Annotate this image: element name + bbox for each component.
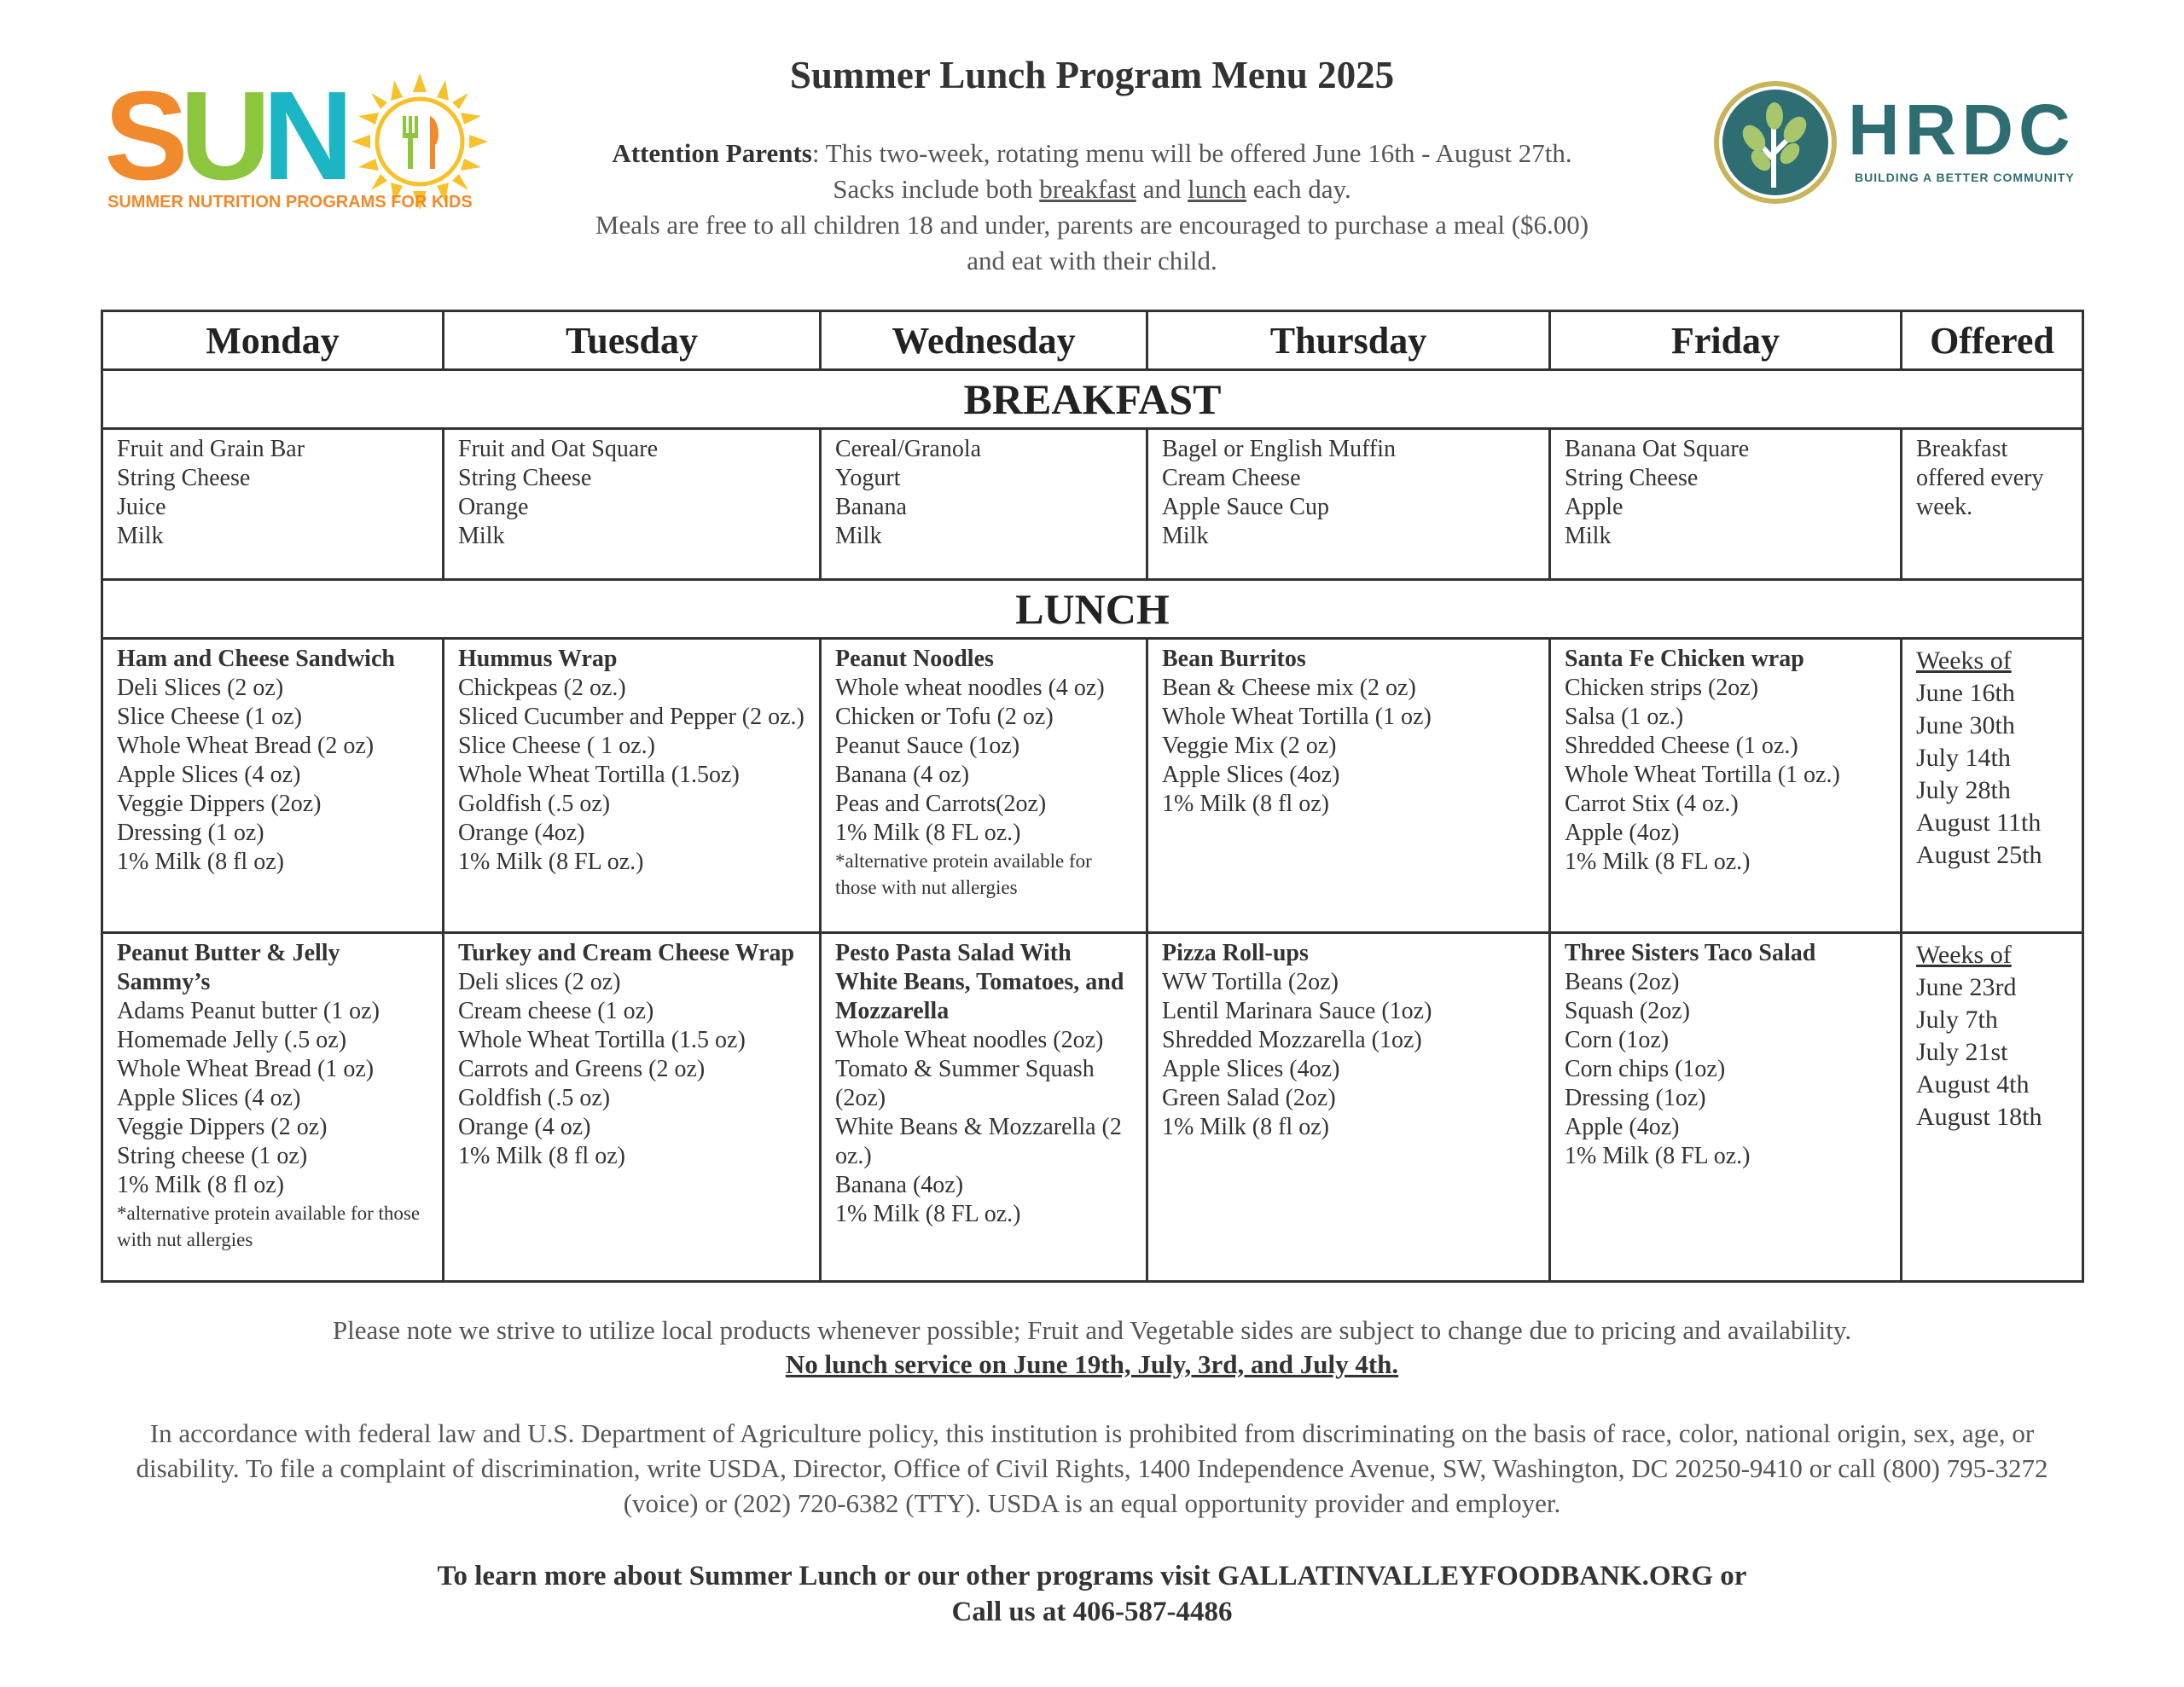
menu-item: Banana (4oz) (835, 1172, 964, 1198)
lunch-week1-row (102, 639, 2083, 933)
menu-item: Milk (117, 523, 164, 549)
menu-item: 1% Milk (8 FL oz.) (835, 1201, 1021, 1227)
lunch-cell (1147, 639, 1550, 933)
meals-line-2: and eat with their child. (967, 246, 1217, 275)
menu-item: White Beans & Mozzarella (2 oz.) (835, 1114, 1122, 1169)
lunch-section-label: LUNCH (102, 580, 2083, 639)
menu-item: Peanut Sauce (1oz) (835, 733, 1020, 759)
meal-title: Peanut Noodles (835, 646, 994, 672)
menu-item: Apple Slices (4 oz) (117, 762, 301, 788)
meal-title: Hummus Wrap (458, 646, 618, 672)
breakfast-offered-text: Breakfast offered every week. (1916, 436, 2044, 520)
week-date: June 30th (1916, 711, 2015, 739)
menu-table (101, 310, 2084, 1283)
menu-item: 1% Milk (8 fl oz) (117, 1172, 284, 1198)
menu-item: Deli slices (2 oz) (458, 969, 621, 995)
breakfast-cell (821, 429, 1147, 580)
week-date: July 7th (1916, 1006, 1998, 1034)
menu-item: Squash (2oz) (1565, 998, 1690, 1024)
sacks-breakfast: breakfast (1039, 174, 1136, 204)
menu-item: Shredded Cheese (1 oz.) (1565, 733, 1798, 759)
menu-item: Apple Slices (4oz) (1162, 762, 1340, 788)
usda-nondiscrimination-statement: In accordance with federal law and U.S. Department of Agriculture policy, this institution is prohibited from discriminating on the basis of race, color, national origin, sex, age, or disability. To file a complaint of discrimination, write USDA, Director, Office of Civil Rights, 1400 Independence Avenue, SW, Washington, DC 20250-9410 or call (800) 795-3272 (voice) or (202) 720-6382 (TTY). USDA is an equal opportunity provider and employer. (136, 1418, 2048, 1518)
lunch-cell (1147, 933, 1550, 1282)
no-lunch-notice: No lunch service on June 19th, July, 3rd, and July 4th. (785, 1349, 1399, 1379)
menu-item: Milk (1565, 523, 1612, 549)
menu-item: 1% Milk (8 FL oz.) (1565, 1143, 1751, 1169)
menu-item: Tomato & Summer Squash (2oz) (835, 1056, 1095, 1111)
menu-item: Chicken or Tofu (2 oz) (835, 704, 1054, 730)
menu-item: Orange (4oz) (458, 820, 585, 846)
week-date: June 16th (1916, 679, 2015, 707)
sacks-and: and (1136, 174, 1188, 204)
week-date: July 28th (1916, 776, 2011, 804)
meal-title: Ham and Cheese Sandwich (117, 646, 395, 672)
weeks-of-label: Weeks of (1916, 941, 2012, 969)
lunch-cell (444, 639, 821, 933)
hrdc-tagline: BUILDING A BETTER COMMUNITY (1855, 171, 2075, 184)
menu-item: Beans (2oz) (1565, 969, 1680, 995)
meal-title: Bean Burritos (1162, 646, 1306, 672)
menu-item: Veggie Dippers (2 oz) (117, 1114, 328, 1140)
phone-line: Call us at 406-587-4486 (951, 1597, 1233, 1627)
menu-item: Orange (458, 494, 529, 520)
meal-title: Three Sisters Taco Salad (1565, 940, 1816, 966)
menu-item: Veggie Mix (2 oz) (1162, 733, 1337, 759)
week-date: July 21st (1916, 1038, 2008, 1066)
meal-title: Pizza Roll-ups (1162, 940, 1309, 966)
menu-item: 1% Milk (8 fl oz) (117, 849, 284, 875)
menu-item: 1% Milk (8 FL oz.) (458, 849, 644, 875)
menu-item: Lentil Marinara Sauce (1oz) (1162, 998, 1432, 1024)
week-date: July 14th (1916, 744, 2011, 772)
lunch-cell (102, 639, 444, 933)
weeks-offered-cell (1902, 639, 2083, 933)
day-header-thursday: Thursday (1147, 311, 1550, 370)
week-date: August 18th (1916, 1103, 2042, 1131)
menu-item: String Cheese (1565, 465, 1699, 491)
sun-tagline: SUMMER NUTRITION PROGRAMS FOR KIDS (107, 193, 473, 212)
menu-item: Salsa (1 oz.) (1565, 704, 1684, 730)
meal-title: Santa Fe Chicken wrap (1565, 646, 1804, 672)
meal-title: Pesto Pasta Salad With White Beans, Tomatoes, and Mozzarella (835, 940, 1124, 1024)
menu-item: Banana (4 oz) (835, 762, 970, 788)
menu-item: WW Tortilla (2oz) (1162, 969, 1339, 995)
lunch-section-row (102, 580, 2083, 639)
lunch-cell (1550, 639, 1902, 933)
menu-item: Apple (1565, 494, 1623, 520)
menu-item: 1% Milk (8 fl oz) (1162, 1114, 1329, 1140)
allergy-note: *alternative protein available for those with nut allergies (835, 850, 1092, 898)
day-header-wednesday: Wednesday (821, 311, 1147, 370)
menu-item: Shredded Mozzarella (1oz) (1162, 1027, 1422, 1053)
attention-label: Attention Parents (612, 138, 812, 168)
menu-item: Goldfish (.5 oz) (458, 1085, 611, 1111)
menu-item: Bagel or English Muffin (1162, 436, 1397, 462)
menu-item: Whole Wheat Bread (2 oz) (117, 733, 375, 759)
menu-item: Carrot Stix (4 oz.) (1565, 791, 1739, 817)
menu-item: Banana (835, 494, 907, 520)
day-header-row (102, 311, 2083, 370)
menu-item: 1% Milk (8 fl oz) (1162, 791, 1329, 817)
sacks-lunch: lunch (1188, 174, 1246, 204)
sun-letter-u: U (179, 66, 263, 206)
meal-title: Turkey and Cream Cheese Wrap (458, 940, 795, 966)
menu-item: Veggie Dippers (2oz) (117, 791, 322, 817)
lunch-cell (1550, 933, 1902, 1282)
breakfast-section-label: BREAKFAST (102, 370, 2083, 429)
day-header-tuesday: Tuesday (444, 311, 821, 370)
menu-item: String Cheese (117, 465, 251, 491)
menu-item: Dressing (1 oz) (117, 820, 264, 846)
menu-item: Whole Wheat Tortilla (1.5 oz) (458, 1027, 746, 1053)
day-header-offered: Offered (1902, 311, 2083, 370)
menu-item: 1% Milk (8 FL oz.) (1565, 849, 1751, 875)
menu-item: Green Salad (2oz) (1162, 1085, 1336, 1111)
menu-item: Homemade Jelly (.5 oz) (117, 1027, 347, 1053)
menu-item: Apple (4oz) (1565, 820, 1680, 846)
menu-item: Deli Slices (2 oz) (117, 675, 284, 701)
menu-item: Banana Oat Square (1565, 436, 1750, 462)
weeks-of-label: Weeks of (1916, 646, 2012, 675)
breakfast-cell (1550, 429, 1902, 580)
menu-item: Sliced Cucumber and Pepper (2 oz.) (458, 704, 804, 730)
menu-item: Whole wheat noodles (4 oz) (835, 675, 1105, 701)
menu-item: Whole Wheat Tortilla (1 oz) (1162, 704, 1432, 730)
local-products-note: Please note we strive to utilize local products whenever possible; Fruit and Vegetable sides are subject to change due to pricing and availability. (332, 1315, 1852, 1345)
menu-item: Apple Slices (4 oz) (117, 1085, 301, 1111)
menu-item: Corn chips (1oz) (1565, 1056, 1726, 1082)
menu-item: Apple Slices (4oz) (1162, 1056, 1340, 1082)
meal-title: Peanut Butter & Jelly Sammy’s (117, 940, 340, 995)
allergy-note: *alternative protein available for those with nut allergies (117, 1203, 421, 1250)
breakfast-cell (444, 429, 821, 580)
breakfast-row (102, 429, 2083, 580)
menu-item: 1% Milk (8 fl oz) (458, 1143, 625, 1169)
lunch-cell (444, 933, 821, 1282)
menu-item: Whole Wheat Bread (1 oz) (117, 1056, 375, 1082)
learn-more-line: To learn more about Summer Lunch or our other programs visit GALLATINVALLEYFOODBANK.ORG or (437, 1561, 1747, 1591)
menu-item: Milk (458, 523, 505, 549)
sun-letter-n: N (262, 66, 346, 206)
menu-item: Apple (4oz) (1565, 1114, 1680, 1140)
menu-item: Orange (4 oz) (458, 1114, 591, 1140)
sacks-line (0, 174, 2184, 205)
menu-item: Whole Wheat Tortilla (1 oz.) (1565, 762, 1840, 788)
week-date: June 23rd (1916, 973, 2017, 1001)
day-header-monday: Monday (102, 311, 444, 370)
breakfast-section-row (102, 370, 2083, 429)
menu-item: Whole Wheat Tortilla (1.5oz) (458, 762, 740, 788)
menu-item: Cream Cheese (1162, 465, 1301, 491)
sun-letter-s: S (104, 66, 180, 206)
menu-item: Fruit and Grain Bar (117, 436, 305, 462)
lunch-cell (821, 933, 1147, 1282)
menu-item: Milk (835, 523, 882, 549)
menu-item: Bean & Cheese mix (2 oz) (1162, 675, 1416, 701)
menu-item: String Cheese (458, 465, 592, 491)
menu-item: Dressing (1oz) (1565, 1085, 1706, 1111)
menu-item: Cream cheese (1 oz) (458, 998, 654, 1024)
menu-item: Carrots and Greens (2 oz) (458, 1056, 706, 1082)
lunch-cell (821, 639, 1147, 933)
lunch-week2-row (102, 933, 2083, 1282)
menu-item: Slice Cheese (1 oz) (117, 704, 302, 730)
menu-item: Apple Sauce Cup (1162, 494, 1329, 520)
week-date: August 11th (1916, 809, 2042, 837)
menu-item: String cheese (1 oz) (117, 1143, 308, 1169)
menu-item: Juice (117, 494, 166, 520)
sacks-post: each day. (1246, 174, 1351, 204)
meals-line-1: Meals are free to all children 18 and under, parents are encouraged to purchase a meal ($6.00) (595, 210, 1589, 240)
lunch-cell (102, 933, 444, 1282)
menu-item: Milk (1162, 523, 1209, 549)
menu-item: Yogurt (835, 465, 901, 491)
day-header-friday: Friday (1550, 311, 1902, 370)
menu-item: Chickpeas (2 oz.) (458, 675, 626, 701)
menu-item: Whole Wheat noodles (2oz) (835, 1027, 1104, 1053)
weeks-offered-cell (1902, 933, 2083, 1282)
menu-item: Peas and Carrots(2oz) (835, 791, 1047, 817)
attention-line (0, 138, 2184, 169)
menu-item: 1% Milk (8 FL oz.) (835, 820, 1021, 846)
menu-item: Goldfish (.5 oz) (458, 791, 611, 817)
breakfast-offered-cell (1902, 429, 2083, 580)
menu-item: Slice Cheese ( 1 oz.) (458, 733, 655, 759)
menu-item: Chicken strips (2oz) (1565, 675, 1759, 701)
menu-item: Adams Peanut butter (1 oz) (117, 998, 380, 1024)
menu-item: Cereal/Granola (835, 436, 982, 462)
breakfast-cell (1147, 429, 1550, 580)
attention-text: : This two-week, rotating menu will be offered June 16th - August 27th. (811, 138, 1572, 168)
page-title: Summer Lunch Program Menu 2025 (789, 54, 1395, 96)
breakfast-cell (102, 429, 444, 580)
week-date: August 4th (1916, 1070, 2030, 1099)
hrdc-wordmark: HRDC (1848, 90, 2076, 170)
menu-item: Fruit and Oat Square (458, 436, 659, 462)
menu-item: Corn (1oz) (1565, 1027, 1670, 1053)
week-date: August 25th (1916, 841, 2042, 869)
sacks-pre: Sacks include both (833, 174, 1040, 204)
